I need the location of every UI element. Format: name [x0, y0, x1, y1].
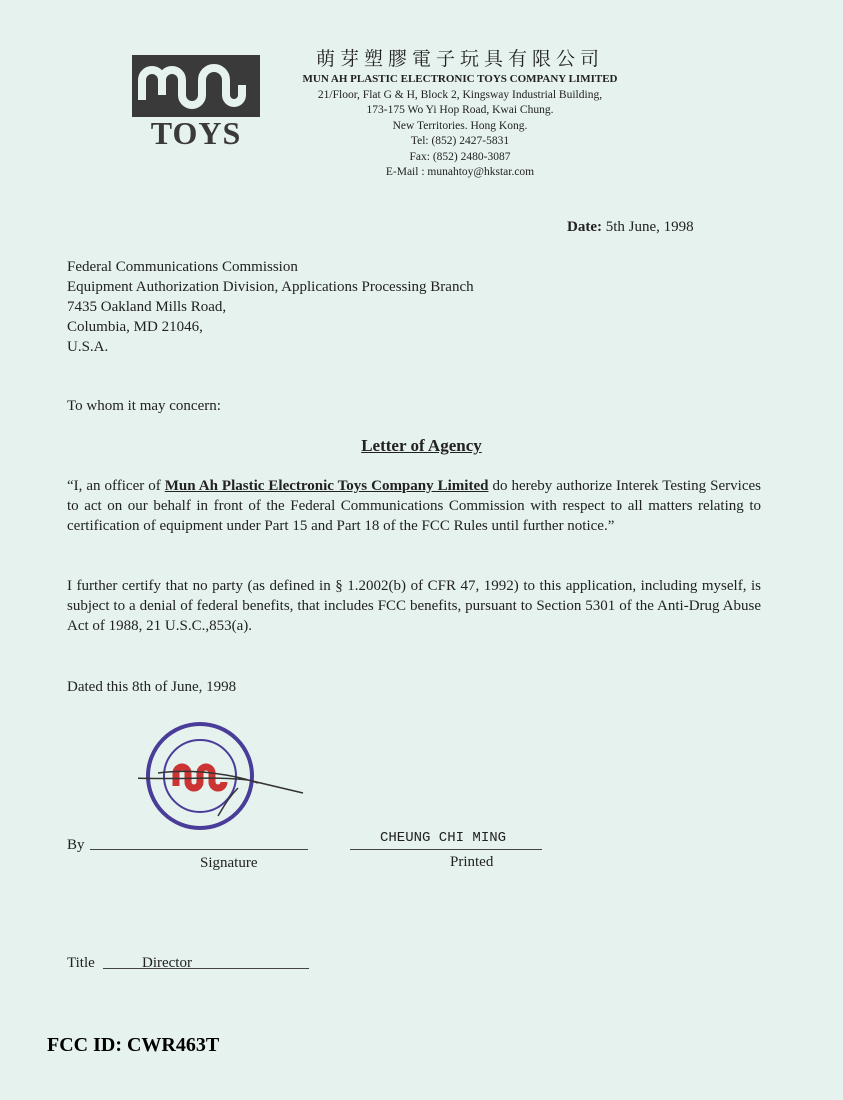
- printed-line: [350, 849, 542, 850]
- signature-line: [90, 849, 308, 850]
- text: “I, an officer of: [67, 478, 165, 494]
- printed-label: Printed: [450, 854, 494, 870]
- salutation: To whom it may concern:: [67, 398, 221, 414]
- by-label: By: [67, 837, 85, 853]
- text: do hereby authorize Interek Testing Services to act on our behalf in front of the Federal Communications Commission with respect to all matters relating to certification of equipment under Part 15 and Part 18 of the FCC Rules until further notice.”: [67, 478, 761, 534]
- date-value: 5th June, 1998: [605, 219, 694, 235]
- telephone: Tel: (852) 2427-5831: [410, 135, 510, 147]
- authorization-paragraph: [67, 476, 761, 536]
- company-name: MUN AH PLASTIC ELECTRONIC TOYS COMPANY LIMITED: [302, 73, 618, 85]
- address-line: 173-175 Wo Yi Hop Road, Kwai Chung.: [366, 104, 554, 116]
- letter-date: [567, 217, 694, 237]
- address-line: U.S.A.: [67, 339, 109, 355]
- address-line: 7435 Oakland Mills Road,: [67, 299, 227, 315]
- date-label: Date:: [567, 219, 602, 235]
- fcc-id: FCC ID: CWR463T: [47, 1034, 220, 1056]
- company-seal: [138, 718, 318, 843]
- recipient-address: [67, 257, 474, 357]
- company-name-emphasis: Mun Ah Plastic Electronic Toys Company Limited: [164, 478, 489, 494]
- printed-name: CHEUNG CHI MING: [380, 830, 507, 846]
- address-line: New Territories. Hong Kong.: [392, 119, 528, 132]
- title-value: Director: [142, 955, 192, 971]
- company-logo: [132, 55, 260, 150]
- certification-paragraph: I further certify that no party (as defined in § 1.2002(b) of CFR 47, 1992) to this application, including myself, is subject to a denial of federal benefits, that includes FCC benefits, pursuant to Section 5301 of the Anti-Drug Abuse Act of 1988, 21 U.S.C.,853(a).: [67, 578, 761, 634]
- logo-mark: [132, 55, 260, 117]
- title-label: Title: [67, 955, 95, 971]
- address-line: 21/Floor, Flat G & H, Block 2, Kingsway Industrial Building,: [317, 88, 603, 101]
- title-line: [103, 968, 309, 969]
- email: E-Mail : munahtoy@hkstar.com: [385, 166, 535, 178]
- address-line: Columbia, MD 21046,: [67, 319, 203, 335]
- dated-line: Dated this 8th of June, 1998: [67, 679, 237, 695]
- signature-label: Signature: [200, 855, 258, 871]
- letterhead: [270, 48, 650, 181]
- letter-title: Letter of Agency: [361, 436, 482, 455]
- chinese-company-name: 萌芽塑膠電子玩具有限公司: [315, 49, 604, 70]
- address-line: Equipment Authorization Division, Applications Processing Branch: [67, 279, 474, 295]
- fax: Fax: (852) 2480-3087: [409, 150, 511, 163]
- logo-text: TOYS: [150, 115, 242, 151]
- address-line: Federal Communications Commission: [67, 259, 298, 275]
